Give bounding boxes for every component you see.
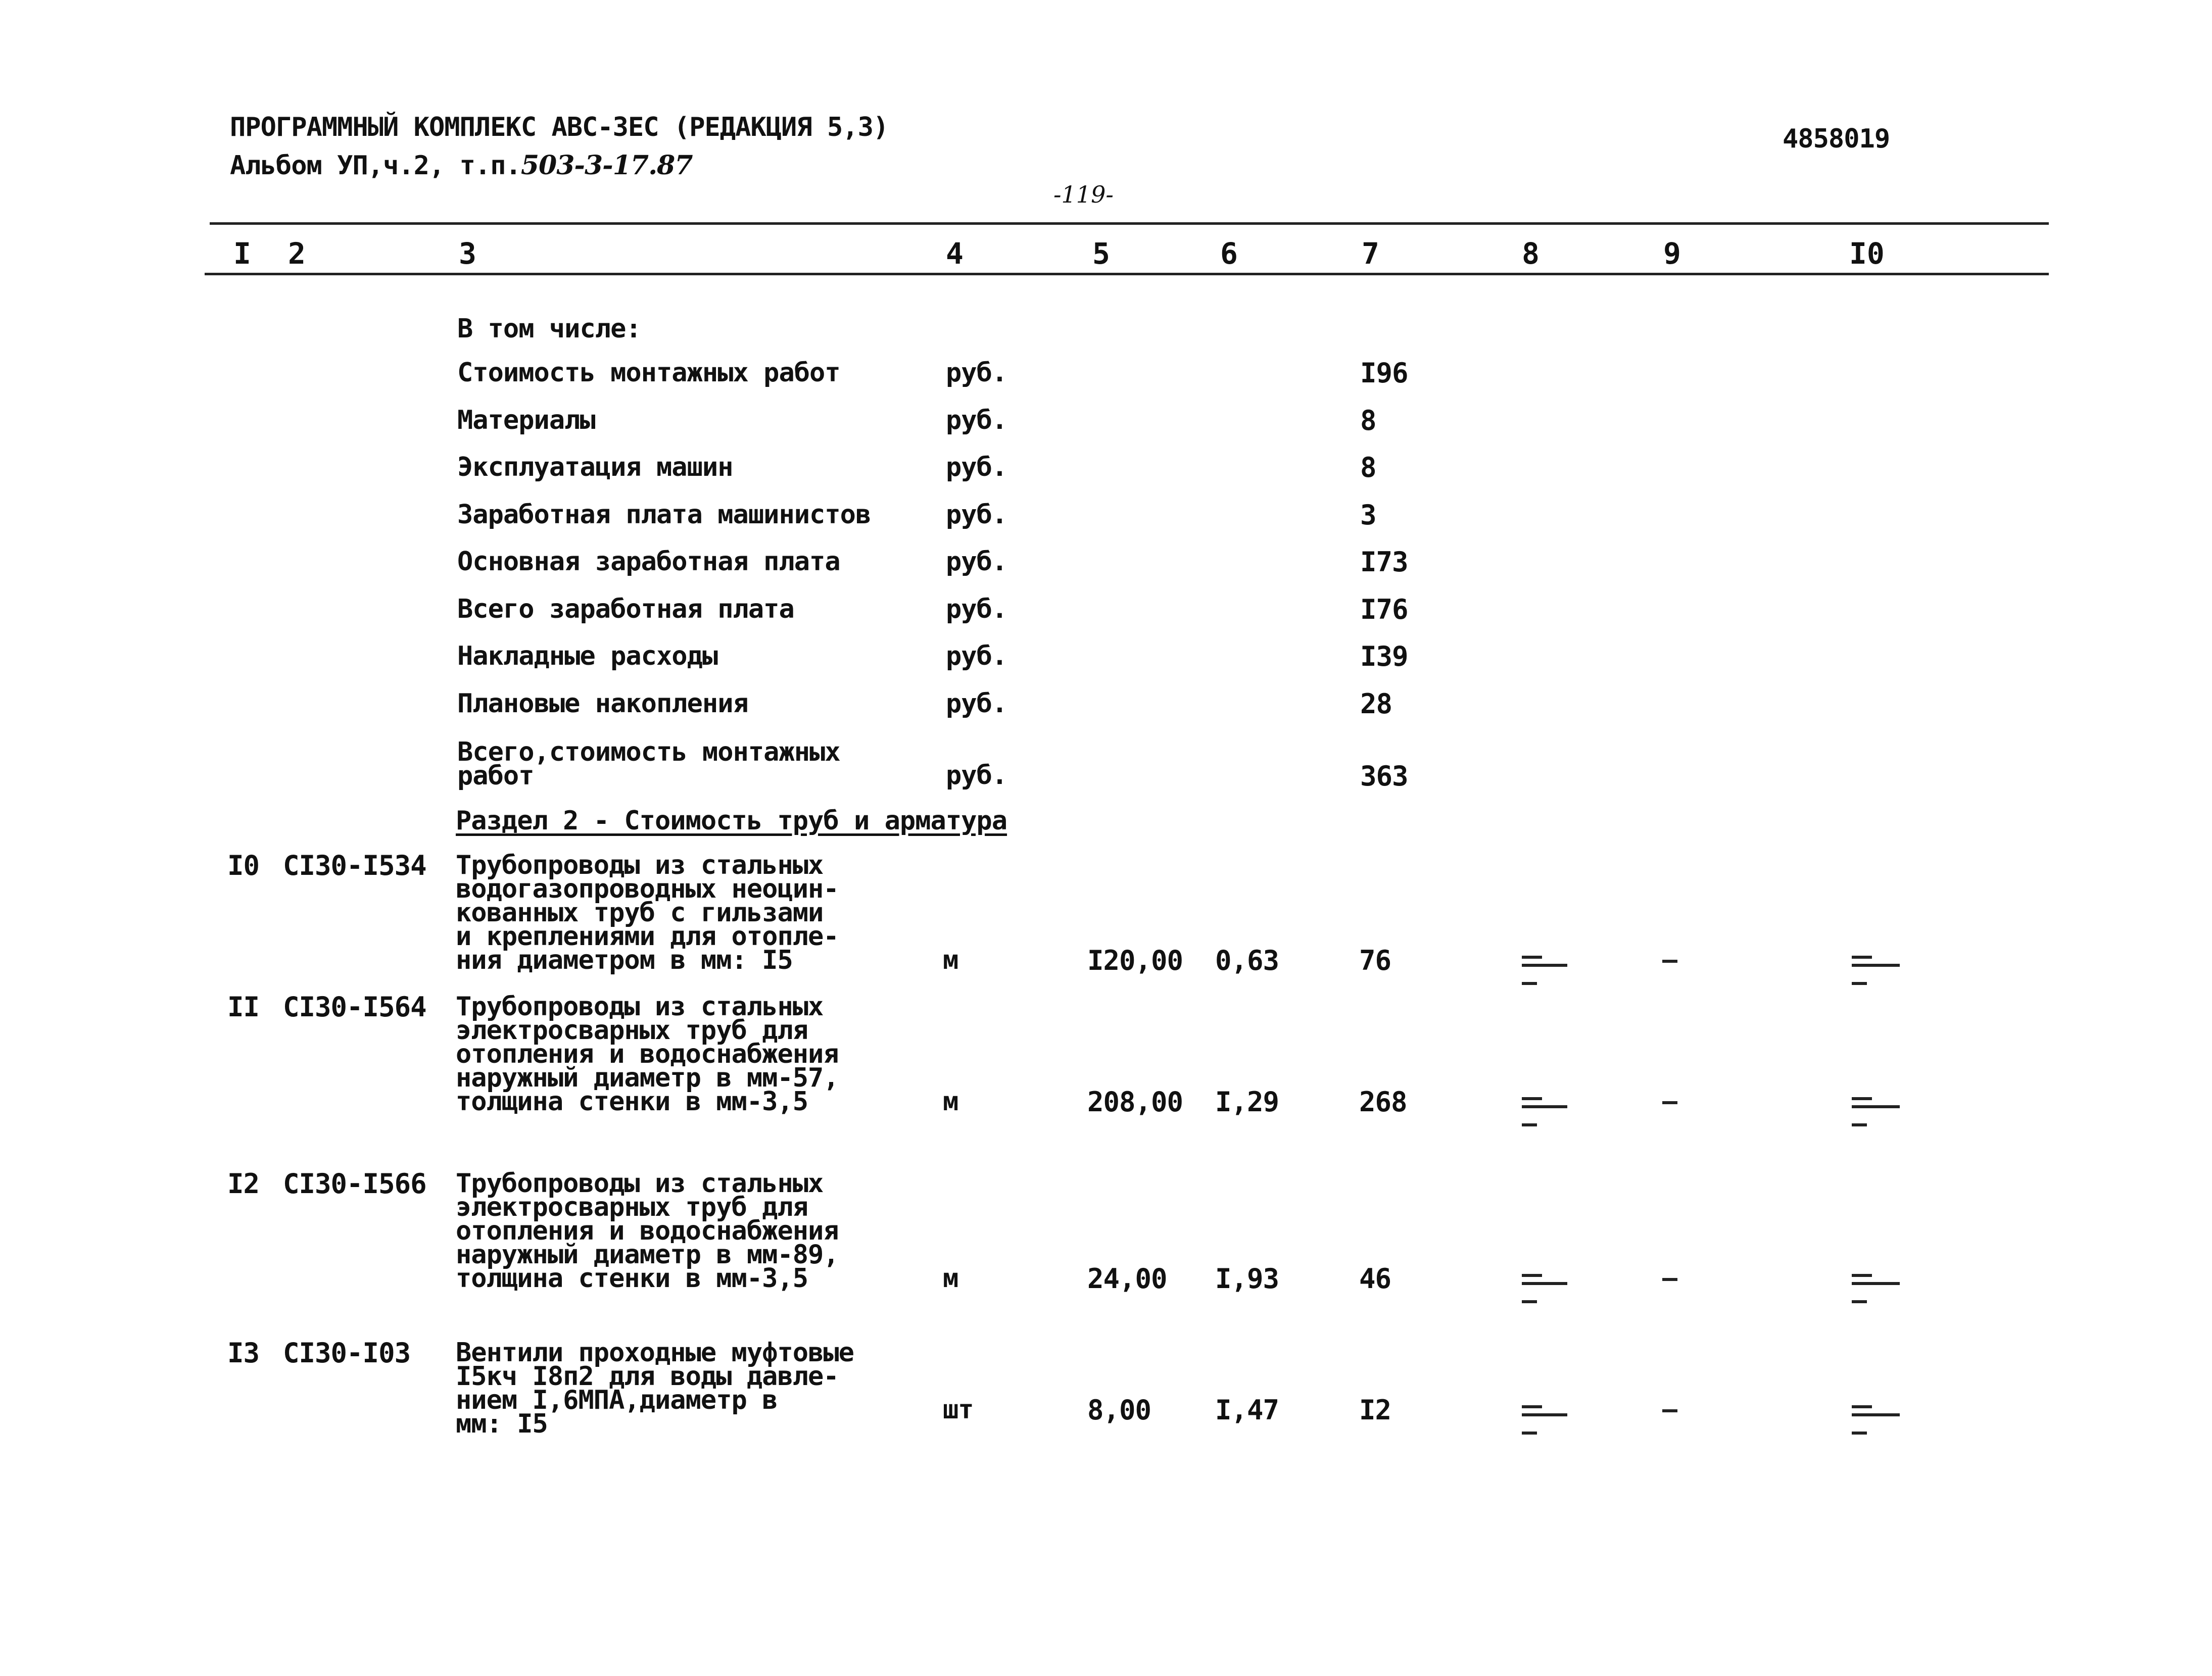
item-description-line: Трубопроводы из стальных — [456, 1168, 824, 1199]
item-description-line: наружный диаметр в мм-89, — [456, 1240, 839, 1270]
column-number-10: I0 — [1849, 236, 1885, 271]
summary-row-value: 28 — [1360, 688, 1392, 720]
summary-row-unit: руб. — [946, 594, 1007, 624]
column-header-rule — [205, 273, 2049, 275]
album-reference — [230, 150, 693, 181]
item-total: 268 — [1359, 1086, 1407, 1118]
summary-total-unit: руб. — [946, 760, 1007, 791]
item-description-line: мм: I5 — [456, 1409, 548, 1439]
summary-row-name: Плановые накопления — [457, 688, 748, 719]
summary-heading: В том числе: — [457, 314, 641, 344]
item-unit-price: 0,63 — [1215, 945, 1279, 976]
item-description-line: толщина стенки в мм-3,5 — [456, 1263, 808, 1294]
column-number-6: 6 — [1220, 236, 1238, 271]
item-unit: м — [943, 1263, 958, 1294]
summary-row-unit: руб. — [946, 405, 1007, 435]
empty-value-dash-col9 — [1662, 1101, 1677, 1104]
summary-row-value: I96 — [1360, 357, 1408, 389]
empty-value-dash-col10 — [1852, 1274, 1872, 1277]
empty-value-dash-col8 — [1522, 1405, 1542, 1408]
item-description-line: Вентили проходные муфтовые — [456, 1338, 854, 1368]
empty-value-dash-col8 — [1522, 956, 1542, 959]
item-number: I0 — [227, 850, 260, 881]
section-title: Раздел 2 - Стоимость труб и арматура — [456, 806, 1007, 836]
summary-row-name: Накладные расходы — [457, 641, 718, 671]
item-code: CI30-I03 — [283, 1337, 411, 1369]
column-number-4: 4 — [946, 236, 964, 271]
summary-row-unit: руб. — [946, 452, 1007, 482]
summary-row-name: Стоимость монтажных работ — [457, 358, 840, 388]
item-number: I3 — [227, 1337, 260, 1369]
item-code: CI30-I564 — [283, 991, 426, 1023]
empty-value-dash-col9 — [1662, 1278, 1677, 1281]
item-description-line: толщина стенки в мм-3,5 — [456, 1087, 808, 1117]
item-description-line: кованных труб с гильзами — [456, 898, 824, 928]
empty-value-dash-col8 — [1522, 964, 1567, 967]
column-number-3: 3 — [459, 236, 476, 271]
empty-value-dash-col10 — [1852, 1405, 1872, 1408]
item-unit-price: I,47 — [1215, 1394, 1279, 1426]
item-description-line: отопления и водоснабжения — [456, 1216, 839, 1246]
column-number-8: 8 — [1522, 236, 1540, 271]
summary-row-name: Всего заработная плата — [457, 594, 794, 624]
summary-row-unit: руб. — [946, 358, 1007, 388]
empty-value-dash-col10 — [1852, 1105, 1900, 1108]
item-description-line: I5кч I8п2 для воды давле- — [456, 1361, 839, 1392]
item-description-line: водогазопроводных неоцин- — [456, 874, 839, 904]
empty-value-dash-col8 — [1522, 1105, 1567, 1108]
summary-row-value: 8 — [1360, 452, 1376, 483]
summary-row-name: Материалы — [457, 405, 595, 435]
empty-value-dash-col8 — [1522, 1413, 1567, 1416]
item-number: I2 — [227, 1168, 260, 1200]
item-description — [456, 992, 839, 1117]
summary-row-name: Заработная плата машинистов — [457, 500, 871, 530]
summary-total-value: 363 — [1360, 760, 1408, 792]
empty-value-dash-col10 — [1852, 1432, 1867, 1435]
summary-row-name: Эксплуатация машин — [457, 452, 733, 482]
empty-value-dash-col10 — [1852, 964, 1900, 967]
summary-total-label — [457, 737, 840, 791]
empty-value-dash-col10 — [1852, 1413, 1900, 1416]
summary-row-value: 3 — [1360, 499, 1376, 531]
top-rule — [210, 222, 2049, 225]
column-number-5: 5 — [1092, 236, 1110, 271]
document-number: 4858019 — [1783, 124, 1890, 154]
item-quantity: 208,00 — [1087, 1086, 1183, 1118]
column-number-1: I — [233, 236, 251, 271]
item-description-line: и креплениями для отопле- — [456, 921, 839, 952]
empty-value-dash-col10 — [1852, 1123, 1867, 1126]
summary-total-line1: Всего,стоимость монтажных — [457, 737, 840, 767]
program-title: ПРОГРАММНЫЙ КОМПЛЕКС АВС-ЗЕС (РЕДАКЦИЯ 5,3) — [230, 112, 889, 142]
item-unit-price: I,93 — [1215, 1263, 1279, 1295]
item-code: CI30-I534 — [283, 850, 426, 881]
empty-value-dash-col8 — [1522, 1097, 1542, 1100]
summary-row-value: 8 — [1360, 405, 1376, 436]
item-description — [456, 1168, 839, 1294]
item-quantity: I20,00 — [1087, 945, 1183, 976]
item-total: I2 — [1359, 1394, 1391, 1426]
empty-value-dash-col10 — [1852, 1282, 1900, 1285]
item-description — [456, 1338, 854, 1439]
item-description-line: электросварных труб для — [456, 1192, 808, 1222]
item-total: 76 — [1359, 945, 1391, 976]
album-handwritten-number: 503-3-17.87 — [520, 150, 693, 181]
item-quantity: 24,00 — [1087, 1263, 1167, 1295]
summary-total-line2: работ — [457, 761, 534, 791]
column-number-7: 7 — [1362, 236, 1379, 271]
empty-value-dash-col9 — [1662, 1409, 1677, 1412]
empty-value-dash-col8 — [1522, 1123, 1537, 1126]
item-quantity: 8,00 — [1087, 1394, 1151, 1426]
item-unit-price: I,29 — [1215, 1086, 1279, 1118]
item-description-line: отопления и водоснабжения — [456, 1039, 839, 1069]
summary-row-unit: руб. — [946, 547, 1007, 577]
page-number: -119- — [1053, 181, 1114, 208]
item-unit: шт — [943, 1395, 974, 1425]
empty-value-dash-col9 — [1662, 960, 1677, 963]
item-unit: м — [943, 945, 958, 975]
empty-value-dash-col8 — [1522, 1274, 1542, 1277]
summary-row-unit: руб. — [946, 641, 1007, 671]
item-description-line: электросварных труб для — [456, 1015, 808, 1046]
item-description-line: Трубопроводы из стальных — [456, 992, 824, 1022]
item-description-line: наружный диаметр в мм-57, — [456, 1063, 839, 1093]
empty-value-dash-col10 — [1852, 1097, 1872, 1100]
summary-row-unit: руб. — [946, 688, 1007, 719]
album-prefix: Альбом УП,ч.2, т.п. — [230, 151, 521, 181]
item-description — [456, 850, 839, 975]
summary-row-name: Основная заработная плата — [457, 547, 840, 577]
empty-value-dash-col10 — [1852, 982, 1867, 985]
summary-row-value: I39 — [1360, 640, 1408, 672]
column-number-2: 2 — [288, 236, 306, 271]
item-code: CI30-I566 — [283, 1168, 426, 1200]
empty-value-dash-col8 — [1522, 1300, 1537, 1303]
empty-value-dash-col10 — [1852, 1300, 1867, 1303]
empty-value-dash-col8 — [1522, 1282, 1567, 1285]
item-description-line: нием I,6МПА,диаметр в — [456, 1385, 778, 1415]
item-unit: м — [943, 1087, 958, 1117]
item-description-line: ния диаметром в мм: I5 — [456, 945, 793, 975]
summary-row-value: I73 — [1360, 546, 1408, 578]
empty-value-dash-col8 — [1522, 982, 1537, 985]
empty-value-dash-col8 — [1522, 1432, 1537, 1435]
item-number: II — [227, 991, 260, 1023]
summary-row-value: I76 — [1360, 594, 1408, 625]
item-description-line: Трубопроводы из стальных — [456, 850, 824, 880]
column-number-9: 9 — [1663, 236, 1681, 271]
summary-row-unit: руб. — [946, 500, 1007, 530]
empty-value-dash-col10 — [1852, 956, 1872, 959]
item-total: 46 — [1359, 1263, 1391, 1295]
